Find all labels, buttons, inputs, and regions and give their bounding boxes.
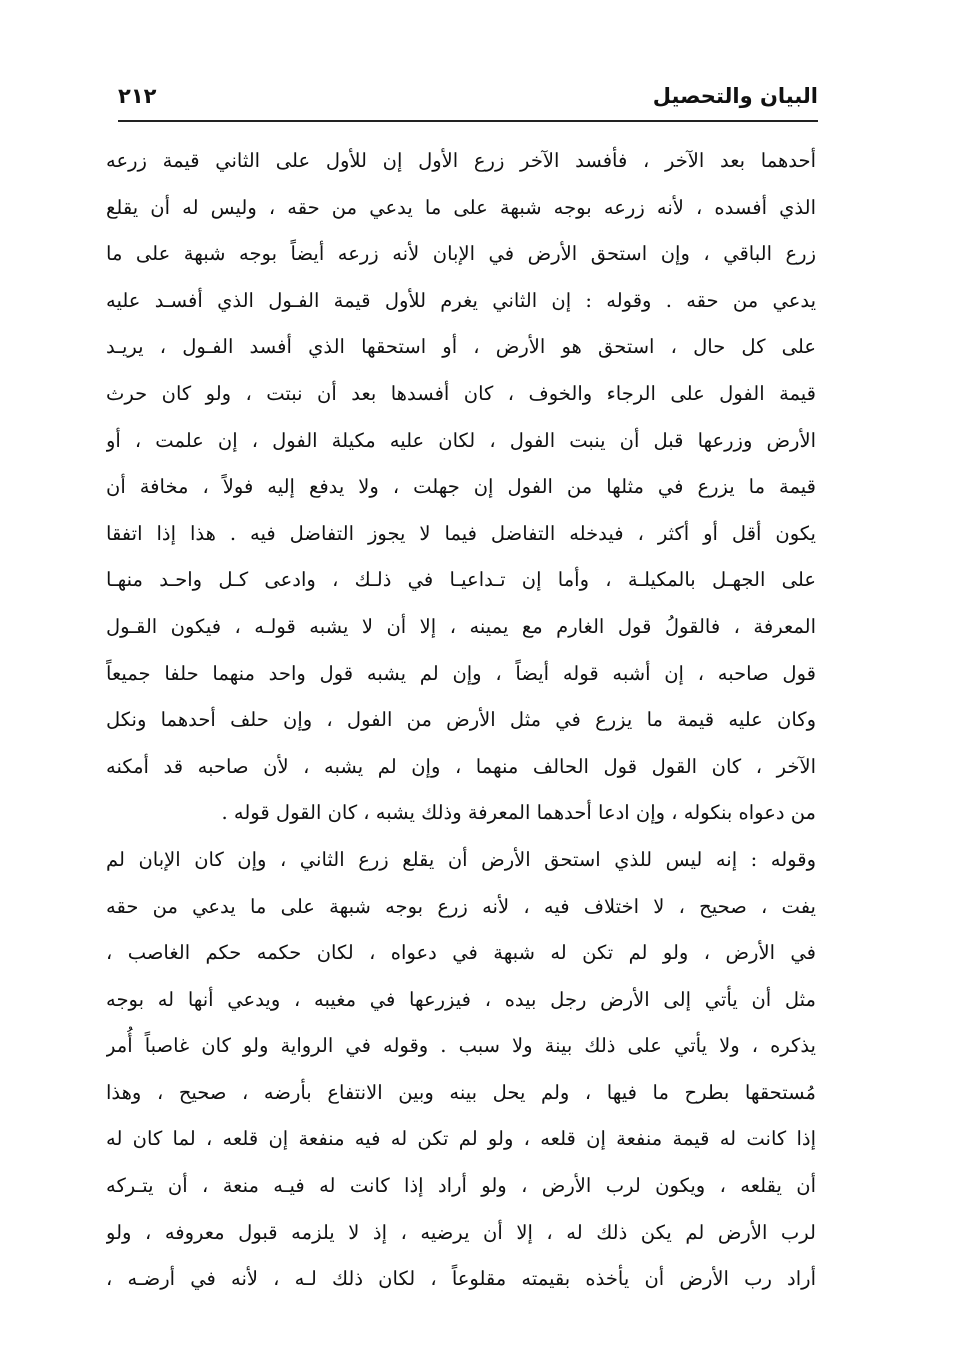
- text-line: زرع الباقي ، وإن استحق الأرض في الإبان لأنه زرعه أيضاً بوجه شبهة على ما: [106, 242, 816, 266]
- text-line: يذكره ، ولا يأتي على ذلك بينة ولا سبب . وقوله في الرواية ولو كان غاصباً أُمر: [106, 1034, 816, 1058]
- text-line: لرب الأرض لم يكن ذلك له ، إلا أن يرضيه ، إذ لا يلزمه قبول معروفه ، ولو: [106, 1220, 816, 1244]
- text-line: أحدهما بعد الآخر ، فأفسد الآخر زرع الأول إن للأول على الثاني قيمة زرعه: [106, 149, 816, 172]
- text-line: أراد رب الأرض أن يأخذه بقيمته مقلوعاً ، لكان ذلك لـه ، لأنه في أرضـه ،: [106, 1267, 816, 1291]
- text-line: قيمة ما يزرع في مثلها من الفول إن جهلت ، ولا يدفع إليه فولاً ، مخافة أن: [106, 475, 816, 499]
- text-line: وكان عليه قيمة ما يزرع في مثل الأرض من الفول ، وإن حلف أحدهما ونكل: [106, 708, 816, 732]
- header-title: البيان والتحصيل: [652, 84, 818, 108]
- text-line: المعرفة ، فالقولُ قول الغارم مع يمينه ، إلا أن لا يشبه قولـه ، فيكون القـول: [106, 614, 816, 638]
- text-line: إذا كانت له قيمة منفعة إن قلعه ، ولو لم تكن له فيه منفعة إن قلعه ، لما كان له: [106, 1127, 816, 1151]
- page-number: ٢١٢: [118, 84, 157, 108]
- text-line: أن يقلعه ، ويكون لرب الأرض ، ولو أراد إذا كانت له فيـه منعة ، أن يتـركه: [106, 1174, 816, 1198]
- text-line: مُستحقها بطرح ما فيها ، ولم يحل بينه وبين الانتفاع بأرضه ، صحيح ، وهذا: [106, 1080, 816, 1104]
- text-line: في الأرض ، ولو لم تكن له شبهة في دعواه ، لكان حكمه حكم الغاصب ،: [106, 941, 816, 965]
- text-line: مثل أن يأتي إلى الأرض رجل بيده ، فيزرعها في مغيبه ، ويدعي أنها له بوجه: [106, 987, 816, 1011]
- header-divider: [118, 120, 818, 122]
- text-line: يفت ، صحيح ، لا اختلاف فيه ، لأنه زرع بوجه شبهة على ما يدعي من حقه: [106, 894, 816, 918]
- running-header: [118, 78, 818, 118]
- text-line: يكون أقل أو أكثر ، فيدخله التفاضل فيما لا يجوز التفاضل فيه . هذا إذا اتفقا: [106, 521, 816, 545]
- text-line: يدعي من حقه . وقوله : إن الثاني يغرم للأول قيمة الفـول الذي أفسـد عليه: [106, 288, 816, 312]
- text-line: وقوله : إنه ليس للذي استحق الأرض أن يقلع زرع الثاني ، وإن كان الإبان لم: [106, 847, 816, 871]
- text-line: من دعواه بنكوله ، وإن ادعا أحدهما المعرفة وذلك يشبه ، كان القول قوله .: [221, 801, 816, 825]
- text-line: قول صاحبه ، إن أشبه قوله أيضاً ، وإن لم يشبه قول واحد منهما حلفا جميعاً: [106, 661, 816, 685]
- text-line: الأرض وزرعها قبل أن ينبت الفول ، لكان عليه مكيلة الفول ، إن علمت ، أو: [106, 428, 816, 452]
- text-line: على الجهـل بالمكيلـة ، وأما إن تـداعيـا في ذلـك ، وادعى كـل واحـد منهـا: [106, 568, 816, 592]
- text-line: الذي أفسده ، لأنه زرعه بوجه شبهة على ما يدعي من حقه ، وليس له أن يقلع: [106, 195, 816, 219]
- text-line: على كل حال ، استحق هو الأرض ، أو استحقها الذي أفسد الفـول ، يريـد: [106, 335, 816, 359]
- text-line: الآخر ، كان القول قول الحالف منهما ، وإن لم يشبه ، لأن صاحبه قد أمكنه: [106, 754, 816, 778]
- body-text: [106, 138, 816, 1303]
- text-line: قيمة الفول على الرجاء والخوف ، كان أفسدها بعد أن نبتت ، ولو كان حرث: [106, 381, 816, 405]
